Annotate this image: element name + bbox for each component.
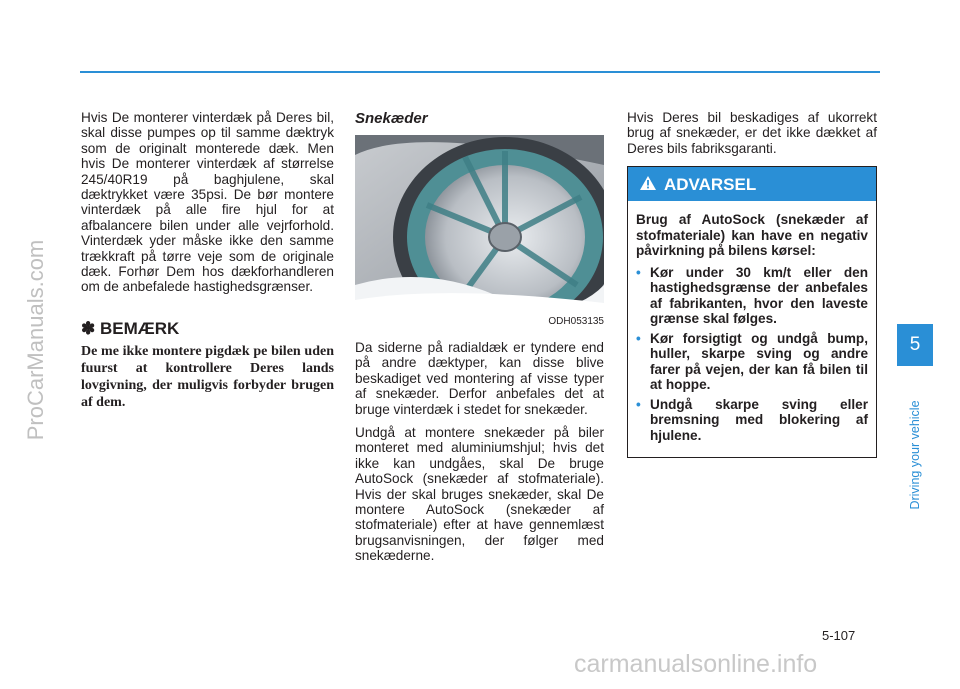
warning-body bbox=[628, 201, 876, 457]
page-number: 5-107 bbox=[822, 628, 856, 643]
section-heading: Snekæder bbox=[355, 110, 428, 127]
snow-sock-illustration bbox=[355, 135, 604, 313]
warning-triangle-icon bbox=[640, 176, 656, 192]
bullet-icon: • bbox=[636, 396, 641, 412]
note-body: De me ikke montere pigdæk pe bilen uden fuurst at kontrollere Deres lands lovgivning, der muligvis forbyder brugen af dem. bbox=[81, 343, 334, 410]
aluminium-wheels-paragraph: Undgå at montere snekæder på biler monteret med aluminiumshjul; hvis det ikke kan undgåes, skal De bruge AutoSock (snekæder af stofmateriale). Hvis der skal bruges snekæder, skal De montere AutoSock (snekæder af stofmateriale) efter at have gennemlæst brugsanvisningen, der følger med snekæderne. bbox=[355, 425, 604, 564]
radial-tyre-paragraph: Da siderne på radialdæk er tyndere end på andre dæktyper, kan disse blive beskadiget ved montering af visse typer af snekæder. Derfor anbefales det at bruge vinterdæk i stedet for snekæder. bbox=[355, 340, 604, 417]
top-rule bbox=[80, 71, 880, 73]
column-right bbox=[627, 110, 877, 458]
watermark-bottom: carmanualsonline.info bbox=[574, 650, 818, 678]
warning-intro: Brug af AutoSock (snekæder af stofmateriale) kan have en negativ påvirkning på bilens kørsel: bbox=[636, 212, 868, 259]
warranty-paragraph: Hvis Deres bil beskadiges af ukorrekt brug af snekæder, er det ikke dækket af Deres bils fabriksgaranti. bbox=[627, 110, 877, 156]
bullet-icon: • bbox=[636, 264, 641, 280]
winter-tyre-paragraph: Hvis De monterer vinterdæk på Deres bil, skal disse pumpes op til samme dæktryk som de originalt monterede dæk. Men hvis De monterer vinterdæk af størrelse 245/40R19 på baghjulene, skal dæktrykket være 35psi. De bør montere vinterdæk på alle fire hjul for at afbalancere bilen under alle vejrforhold. Vinterdæk yder måske ikke den samme trækkraft på tørre veje som de originale dæk. Forhør Dem hos dækforhandleren om de anbefalede hastighedsgrænser. bbox=[81, 110, 334, 295]
bullet-icon: • bbox=[636, 330, 641, 346]
wheel-with-autosock-image bbox=[355, 135, 604, 313]
column-middle bbox=[355, 110, 604, 572]
warning-box bbox=[627, 166, 877, 458]
warning-list bbox=[636, 265, 868, 444]
column-left bbox=[81, 110, 334, 411]
warning-item: • Kør forsigtigt og undgå bump, huller, skarpe sving og andre farer på vejen, der kan få bilen til at hoppe. bbox=[636, 330, 868, 393]
warning-header bbox=[628, 167, 876, 201]
warning-item: • Kør under 30 km/t eller den hastighedsgrænse der anbefales af fabrikanten, hvor den laveste grænse skal følges. bbox=[636, 264, 868, 327]
warning-item: • Undgå skarpe sving eller bremsning med blokering af hjulene. bbox=[636, 396, 868, 443]
note-title: ✽ BEMÆRK bbox=[81, 318, 180, 338]
chapter-title: Driving your vehicle bbox=[908, 400, 922, 510]
figure-code: ODH053135 bbox=[548, 316, 604, 327]
chapter-number-tab: 5 bbox=[897, 324, 933, 366]
watermark-left: ProCarManuals.com bbox=[23, 239, 48, 441]
warning-title: ADVARSEL bbox=[664, 174, 757, 194]
